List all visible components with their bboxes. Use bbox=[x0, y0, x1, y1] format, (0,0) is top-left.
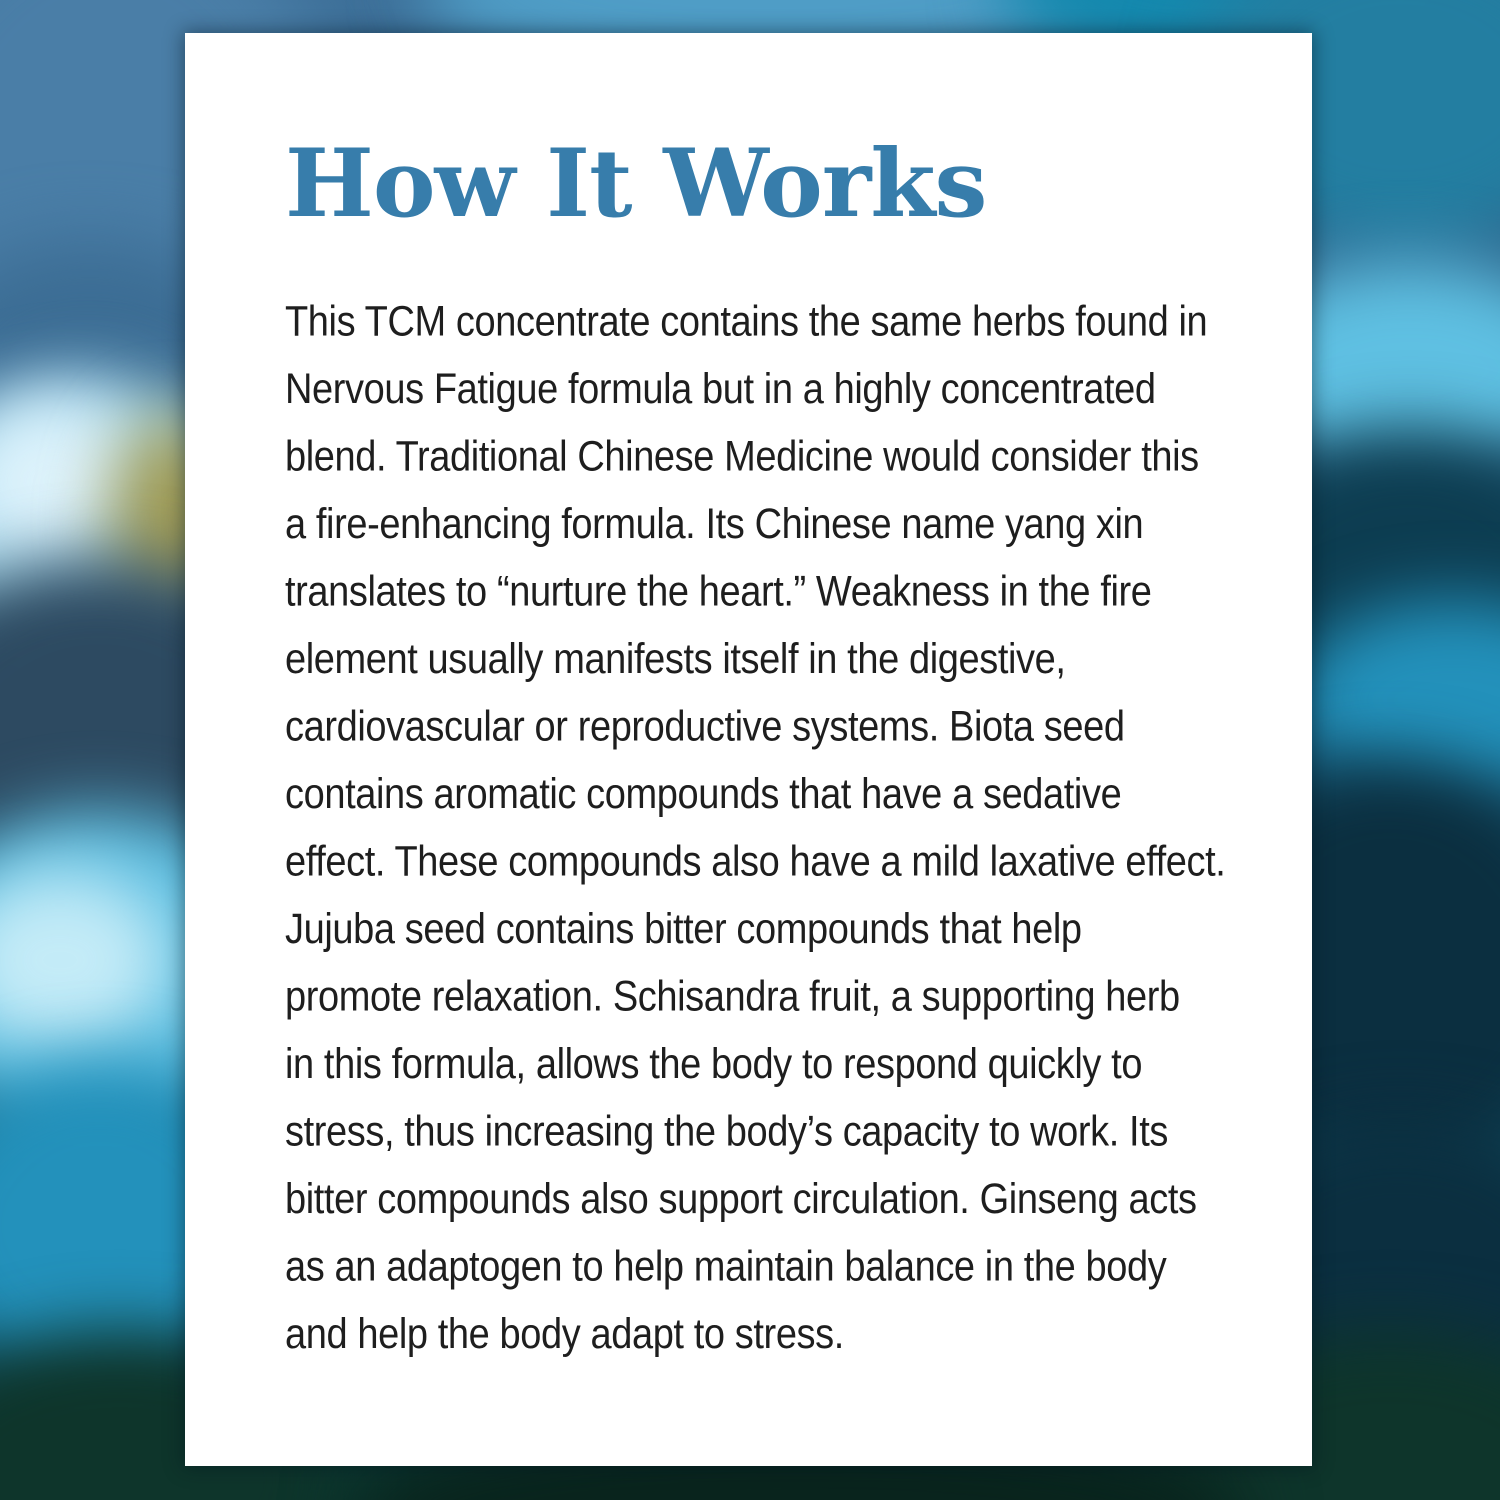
paragraph-line: a fire-enhancing formula. Its Chinese name yang xin bbox=[285, 500, 1144, 548]
paragraph-line: as an adaptogen to help maintain balance in the body bbox=[285, 1243, 1167, 1291]
paragraph-line: cardiovascular or reproductive systems. Biota seed bbox=[285, 703, 1125, 751]
paragraph-line: This TCM concentrate contains the same herbs found in bbox=[285, 298, 1208, 346]
body-paragraph bbox=[285, 288, 1275, 1368]
paragraph-line: Jujuba seed contains bitter compounds that help bbox=[285, 905, 1082, 953]
paragraph-line: blend. Traditional Chinese Medicine would consider this bbox=[285, 433, 1199, 481]
content-card bbox=[185, 33, 1312, 1466]
paragraph-line: element usually manifests itself in the digestive, bbox=[285, 635, 1066, 683]
paragraph-line: translates to “nurture the heart.” Weakness in the fire bbox=[285, 568, 1152, 616]
paragraph-line: effect. These compounds also have a mild laxative effect. bbox=[285, 838, 1226, 886]
page-title: How It Works bbox=[285, 129, 987, 239]
paragraph-line: in this formula, allows the body to respond quickly to bbox=[285, 1040, 1143, 1088]
paragraph-line: Nervous Fatigue formula but in a highly concentrated bbox=[285, 365, 1156, 413]
paragraph-line: promote relaxation. Schisandra fruit, a supporting herb bbox=[285, 973, 1180, 1021]
paragraph-line: bitter compounds also support circulation. Ginseng acts bbox=[285, 1175, 1197, 1223]
paragraph-line: stress, thus increasing the body’s capacity to work. Its bbox=[285, 1108, 1168, 1156]
paragraph-line: contains aromatic compounds that have a sedative bbox=[285, 770, 1122, 818]
paragraph-line: and help the body adapt to stress. bbox=[285, 1310, 844, 1358]
